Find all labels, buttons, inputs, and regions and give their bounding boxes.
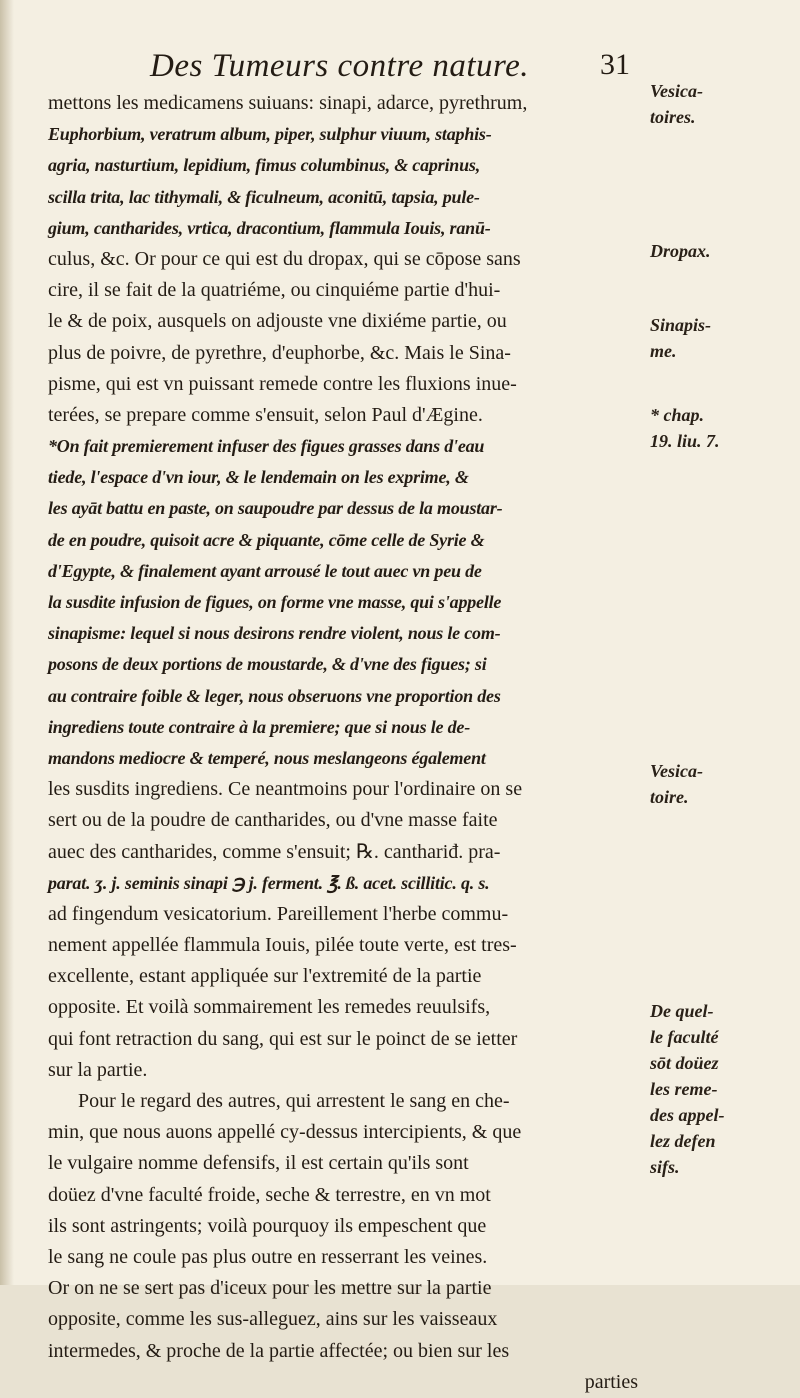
text-line: agria, nasturtium, lepidium, fimus columbinus, & caprinus, bbox=[48, 155, 481, 176]
text-line: les susdits ingrediens. Ce neantmoins pour l'ordinaire on se bbox=[48, 778, 523, 801]
text-line: au contraire foible & leger, nous obseruons vne proportion des bbox=[48, 685, 501, 706]
text-line: *On fait premierement infuser des figues grasses dans d'eau bbox=[48, 436, 485, 457]
text-line: qui font retraction du sang, qui est sur le poinct de se ietter bbox=[48, 1027, 518, 1050]
text-line: de en poudre, quisoit acre & piquante, cōme celle de Syrie & bbox=[48, 529, 485, 550]
text-line: parat. ʒ. j. seminis sinapi ℈ j. ferment. ℥. ß. acet. scillitic. q. s. bbox=[48, 872, 490, 893]
marginal-note-line: Vesica- bbox=[650, 81, 703, 101]
text-line: min, que nous auons appellé cy-dessus intercipients, & que bbox=[48, 1121, 522, 1144]
text-line: ingrediens toute contraire à la premiere; que si nous le de- bbox=[48, 716, 470, 737]
marginal-note-line: sōt doüez bbox=[650, 1053, 719, 1073]
text-line: intermedes, & proche de la partie affectée; ou bien sur les bbox=[48, 1339, 510, 1362]
marginal-note-line: me. bbox=[650, 341, 677, 361]
marginal-note-line: Vesica- bbox=[650, 761, 703, 781]
marginal-note-line: 19. liu. 7. bbox=[650, 431, 720, 451]
text-line: tiede, l'espace d'vn iour, & le lendemain on les exprime, & bbox=[48, 467, 469, 488]
text-line: doüez d'vne faculté froide, seche & terrestre, en vn mot bbox=[48, 1183, 491, 1206]
text-line: culus, &c. Or pour ce qui est du dropax, qui se cōpose sans bbox=[48, 247, 521, 270]
text-line: terées, se prepare comme s'ensuit, selon Paul d'Ægine. bbox=[48, 403, 483, 426]
text-line: ils sont astringents; voilà pourquoy ils empeschent que bbox=[48, 1214, 487, 1237]
marginal-note-dropax bbox=[650, 238, 711, 264]
text-line: ad fingendum vesicatorium. Pareillement l'herbe commu- bbox=[48, 902, 509, 925]
marginal-note-line: des appel- bbox=[650, 1105, 725, 1125]
text-line: nement appellée flammula Iouis, pilée toute verte, est tres- bbox=[48, 934, 517, 957]
marginal-note-defensifs bbox=[650, 998, 724, 1180]
text-line: Pour le regard des autres, qui arrestent le sang en che- bbox=[78, 1090, 510, 1112]
marginal-note-line: toires. bbox=[650, 107, 696, 127]
marginal-note-line: Sinapis- bbox=[650, 315, 712, 335]
marginal-note-line: toire. bbox=[650, 787, 689, 807]
marginal-note-vesicatoire bbox=[650, 758, 703, 810]
text-line: mettons les medicamens suiuans: sinapi, adarce, pyrethrum, bbox=[48, 92, 528, 114]
marginal-note-sinapisme bbox=[650, 312, 711, 364]
marginal-note-line: les reme- bbox=[650, 1079, 718, 1099]
text-line: pisme, qui est vn puissant remede contre les fluxions inue- bbox=[48, 372, 517, 395]
text-line: auec des cantharides, comme s'ensuit; ℞. canthariđ. pra- bbox=[48, 840, 501, 863]
marginal-note-line: le faculté bbox=[650, 1027, 719, 1047]
page-title: Des Tumeurs contre nature. bbox=[150, 48, 530, 84]
page-number: 31 bbox=[600, 48, 630, 81]
marginal-note-line: lez defen bbox=[650, 1131, 716, 1151]
marginal-note-chapter-ref bbox=[650, 402, 720, 454]
text-line: mandons mediocre & temperé, nous meslangeons également bbox=[48, 747, 486, 768]
text-line: Or on ne se sert pas d'iceux pour les mettre sur la partie bbox=[48, 1277, 492, 1300]
text-line: opposite, comme les sus-alleguez, ains sur les vaisseaux bbox=[48, 1308, 498, 1331]
text-line: sert ou de la poudre de cantharides, ou d'vne masse faite bbox=[48, 809, 498, 832]
body-text bbox=[48, 88, 638, 1398]
text-line: le & de poix, ausquels on adjouste vne dixiéme partie, ou bbox=[48, 310, 507, 333]
text-line: le sang ne coule pas plus outre en resserrant les veines. bbox=[48, 1245, 488, 1268]
text-line: sinapisme: lequel si nous desirons rendre violent, nous le com- bbox=[48, 623, 501, 644]
text-line: les ayāt battu en paste, on saupoudre par dessus de la moustar- bbox=[48, 498, 503, 519]
marginal-note-line: Dropax. bbox=[650, 241, 711, 261]
text-line: scilla trita, lac tithymali, & ficulneum, aconitū, tapsia, pule- bbox=[48, 186, 480, 207]
text-line: sur la partie. bbox=[48, 1058, 148, 1081]
text-line: cire, il se fait de la quatriéme, ou cinquiéme partie d'hui- bbox=[48, 279, 501, 302]
marginal-note-line: De quel- bbox=[650, 1001, 714, 1021]
text-line: d'Egypte, & finalement ayant arrousé le tout auec vn peu de bbox=[48, 560, 482, 581]
text-line: la susdite infusion de figues, on forme vne masse, qui s'appelle bbox=[48, 592, 502, 612]
text-line: posons de deux portions de moustarde, & d'vne des figues; si bbox=[48, 654, 487, 675]
marginal-note-line: sifs. bbox=[650, 1157, 680, 1177]
marginal-note-line: * chap. bbox=[650, 405, 704, 425]
text-line: opposite. Et voilà sommairement les remedes reuulsifs, bbox=[48, 996, 491, 1019]
text-line: plus de poivre, de pyrethre, d'euphorbe, &c. Mais le Sina- bbox=[48, 341, 511, 364]
text-line: Euphorbium, veratrum album, piper, sulphur viuum, staphis- bbox=[48, 124, 492, 145]
text-line: parties bbox=[584, 1370, 638, 1393]
text-line: excellente, estant appliquée sur l'extremité de la partie bbox=[48, 965, 482, 988]
marginal-note-vesicatoires bbox=[650, 78, 703, 130]
text-line: gium, cantharides, vrtica, dracontium, flammula Iouis, ranū- bbox=[48, 217, 491, 238]
text-line: le vulgaire nomme defensifs, il est certain qu'ils sont bbox=[48, 1152, 469, 1175]
